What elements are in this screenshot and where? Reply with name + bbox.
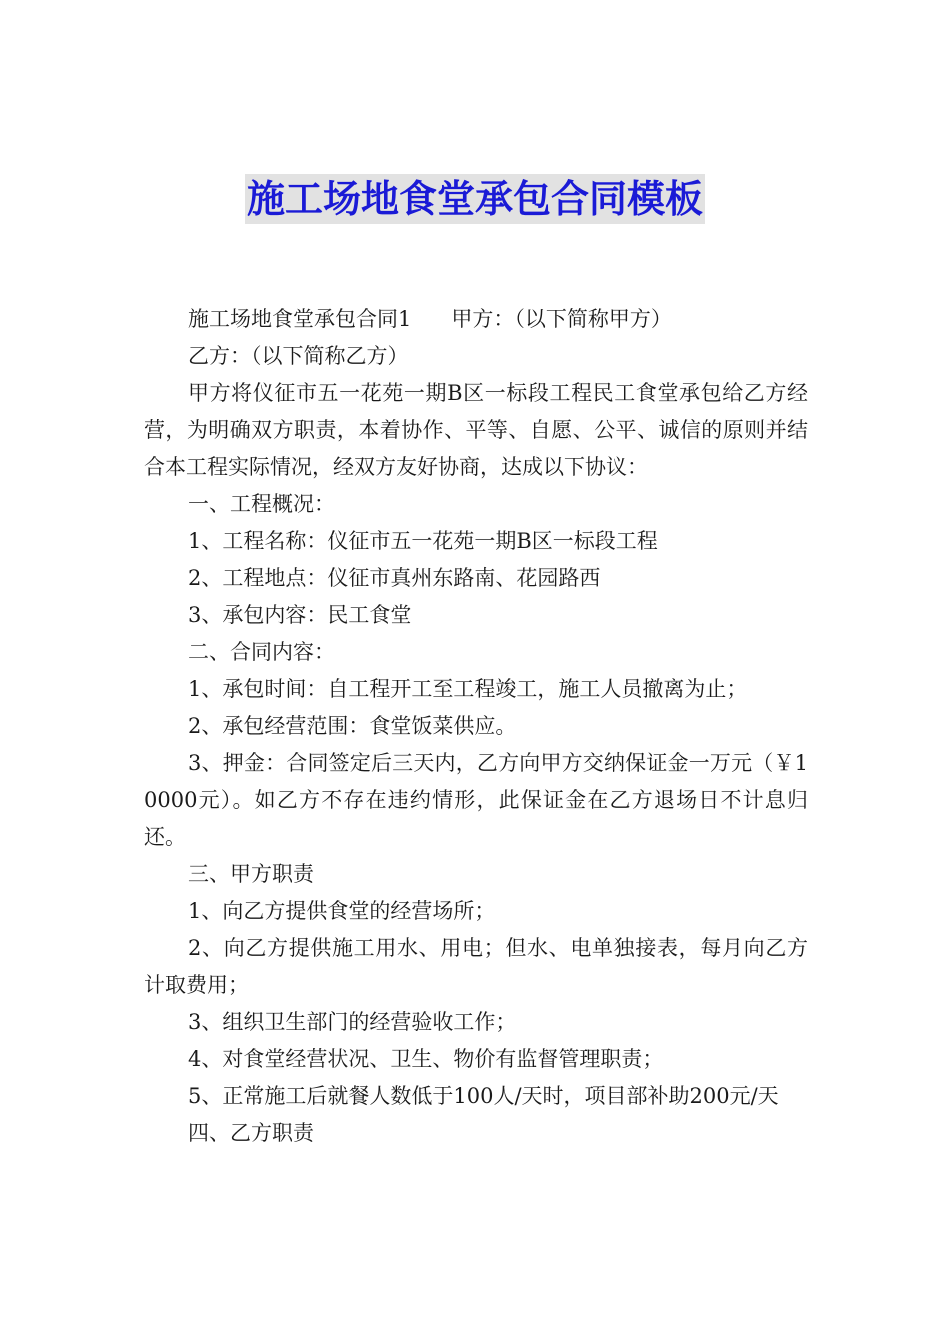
paragraph-project-location: 2、工程地点：仪征市真州东路南、花园路西 [188, 566, 601, 590]
document-title: 施工场地食堂承包合同模板 [245, 174, 705, 224]
document-body [144, 301, 808, 1152]
paragraph-business-scope: 2、承包经营范围：食堂饭菜供应。 [188, 714, 517, 738]
section-heading-party-a-duties: 三、甲方职责 [188, 862, 314, 886]
paragraph-contract-period: 1、承包时间：自工程开工至工程竣工，施工人员撤离为止； [188, 677, 748, 701]
paragraph-party-a-duty-1: 1、向乙方提供食堂的经营场所； [188, 899, 496, 923]
paragraph-deposit: 3、押金：合同签定后三天内，乙方向甲方交纳保证金一万元（￥10000元）。如乙方不存在违约情形，此保证金在乙方退场日不计息归还。 [144, 751, 808, 849]
title-container [0, 174, 950, 224]
paragraph-party-a-duty-5: 5、正常施工后就餐人数低于100人/天时，项目部补助200元/天 [188, 1084, 779, 1108]
intro-contract-name: 施工场地食堂承包合同1 [188, 307, 412, 331]
section-heading-party-b-duties: 四、乙方职责 [188, 1121, 314, 1145]
paragraph-party-b: 乙方：（以下简称乙方） [188, 344, 409, 368]
paragraph-preamble: 甲方将仪征市五一花苑一期B区一标段工程民工食堂承包给乙方经营，为明确双方职责，本着协作、平等、自愿、公平、诚信的原则并结合本工程实际情况，经双方友好协商，达成以下协议： [144, 381, 808, 479]
paragraph-party-a-duty-4: 4、对食堂经营状况、卫生、物价有监督管理职责； [188, 1047, 664, 1071]
section-heading-contract-content: 二、合同内容： [188, 640, 335, 664]
paragraph-party-a-duty-3: 3、组织卫生部门的经营验收工作； [188, 1010, 517, 1034]
paragraph-party-a-duty-2: 2、向乙方提供施工用水、用电；但水、电单独接表，每月向乙方计取费用； [144, 936, 808, 997]
intro-party-a: 甲方：（以下简称甲方） [451, 307, 672, 331]
paragraph-project-name: 1、工程名称：仪征市五一花苑一期B区一标段工程 [188, 529, 658, 553]
section-heading-project-overview: 一、工程概况： [188, 492, 335, 516]
paragraph-contract-scope: 3、承包内容：民工食堂 [188, 603, 412, 627]
intro-line [144, 301, 808, 338]
